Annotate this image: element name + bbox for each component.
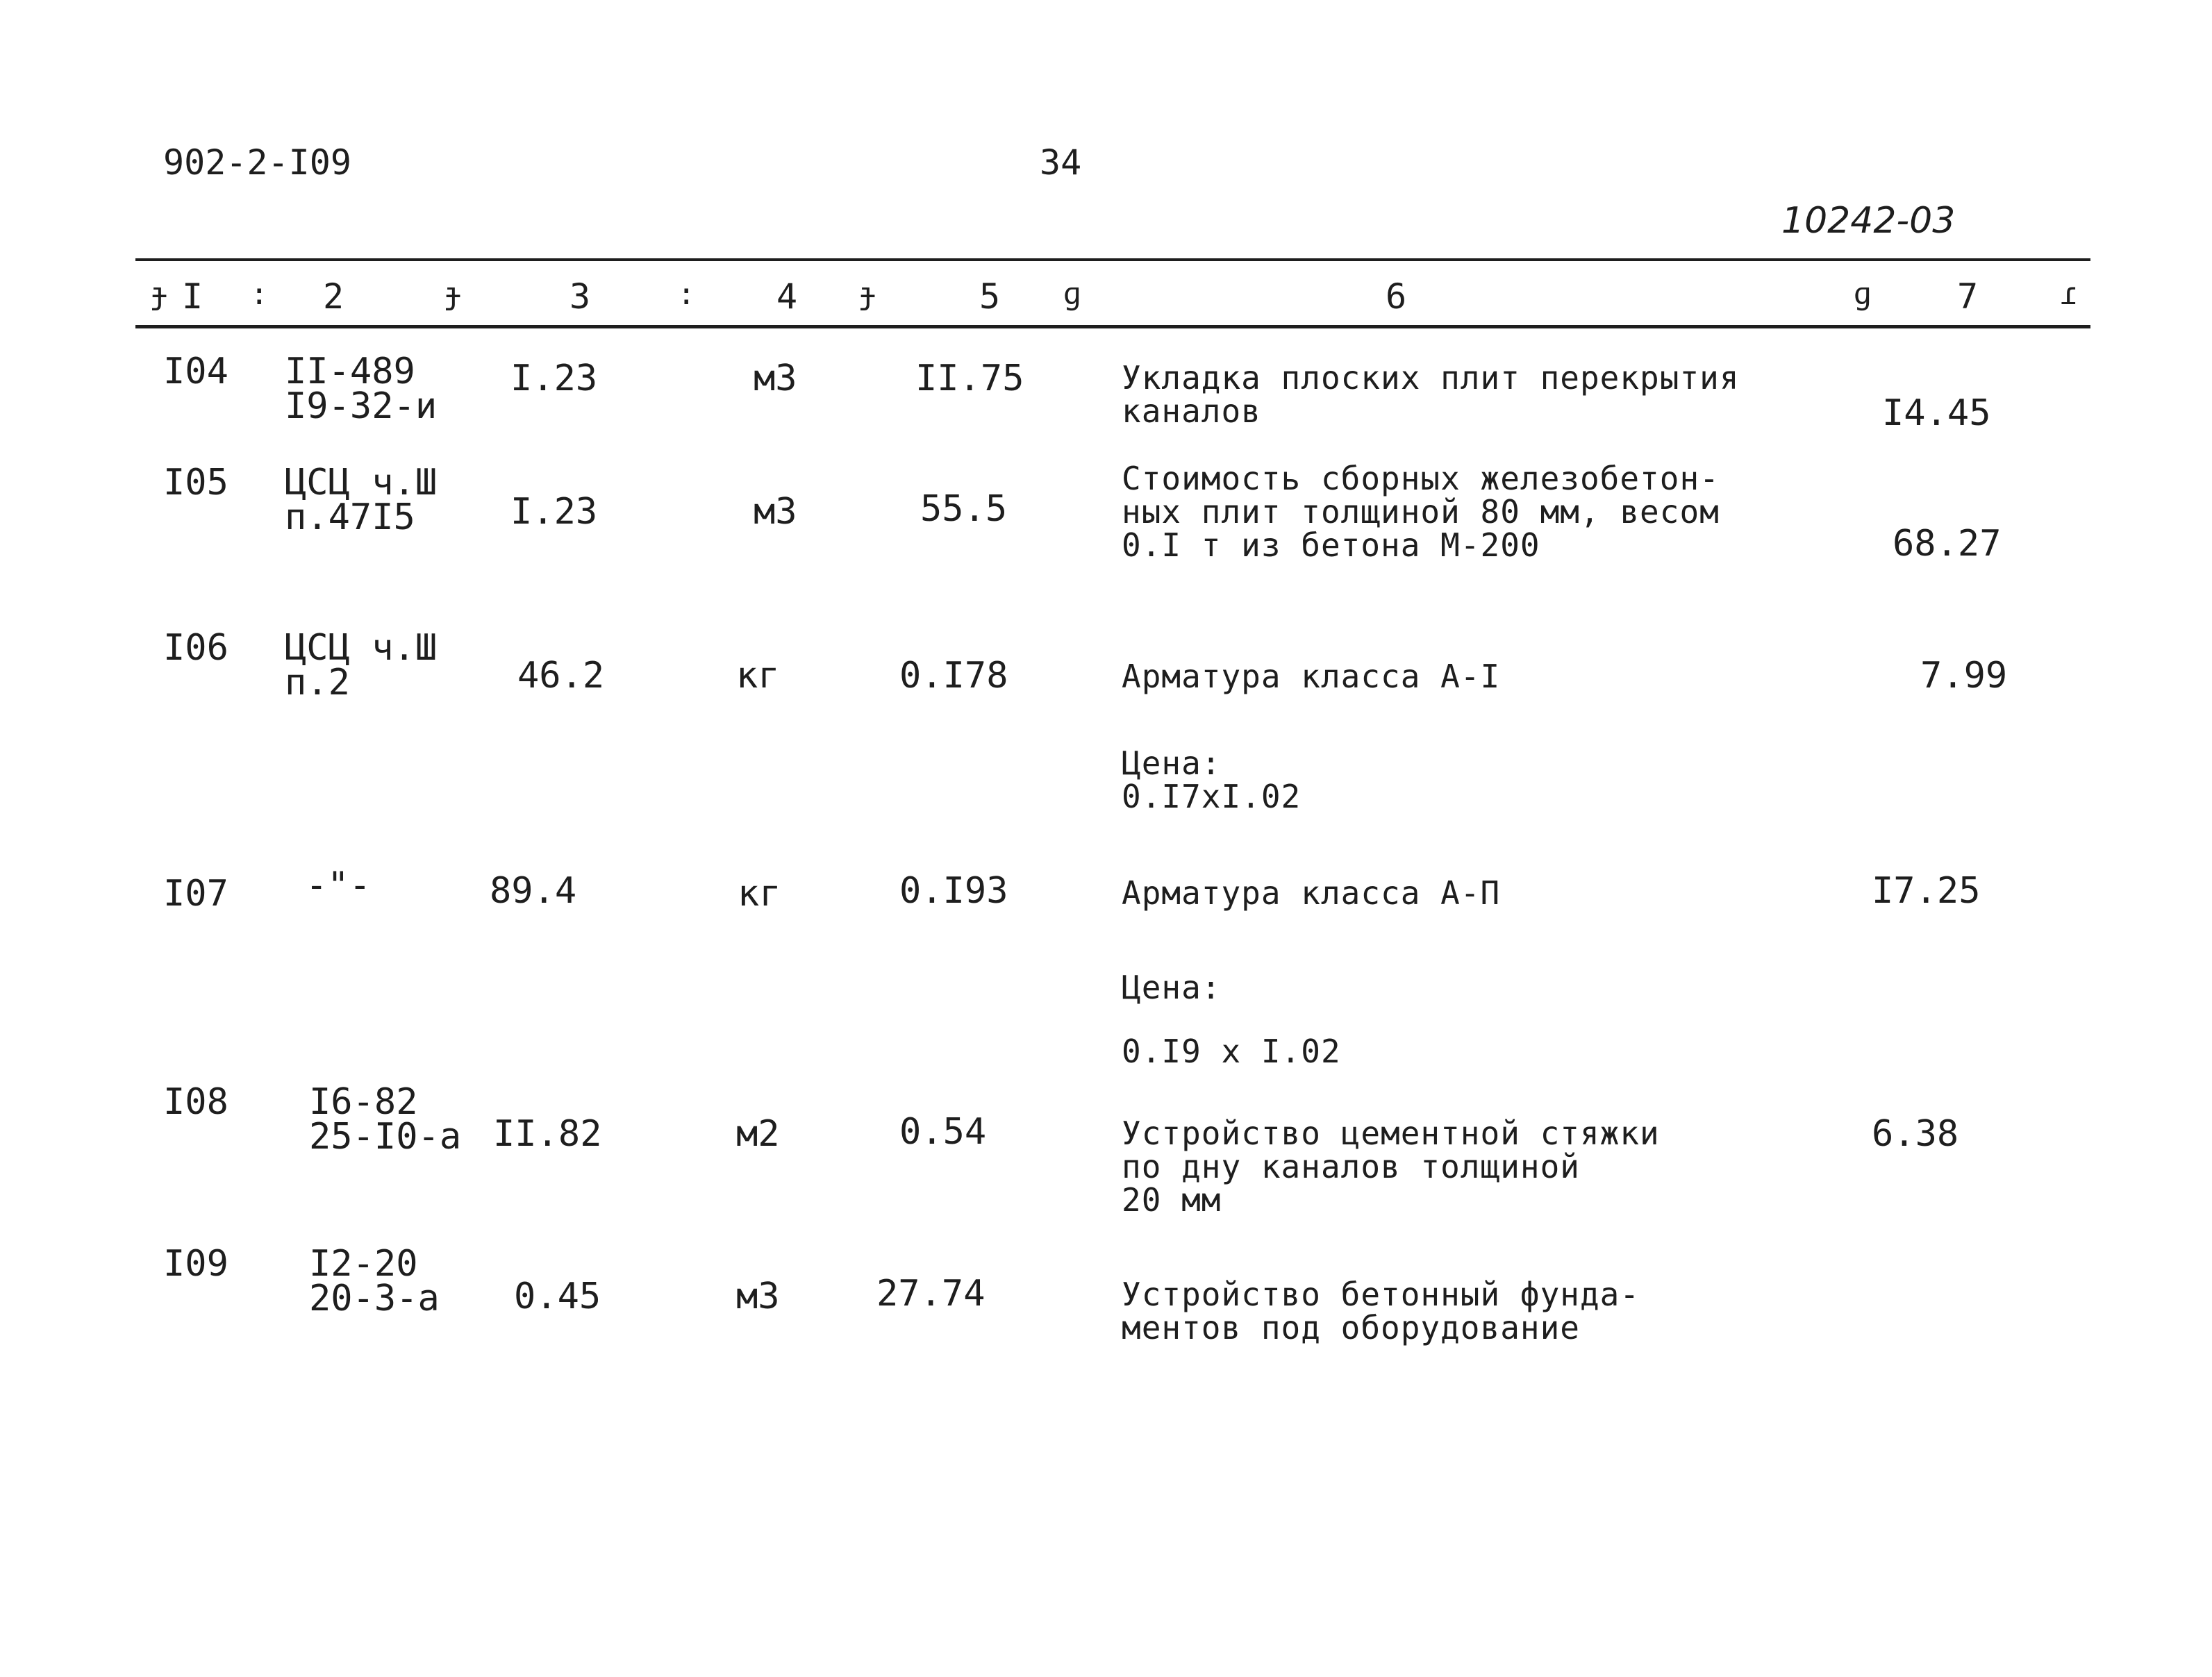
- quantity: 0.45: [514, 1276, 601, 1317]
- column-separator: ɟ: [149, 276, 168, 312]
- column-header-1: I: [182, 276, 203, 317]
- unit: м3: [754, 358, 797, 399]
- column-separator: :: [677, 276, 696, 312]
- rate-code-ditto: -"-: [306, 865, 371, 906]
- document-code: 902-2-I09: [163, 142, 351, 183]
- quantity: I.23: [510, 491, 598, 533]
- work-description: Устройство цементной стяжки по дну каналов толщиной 20 мм: [1122, 1115, 1660, 1219]
- total-cost: I4.45: [1882, 392, 1991, 434]
- unit-price: 27.74: [876, 1273, 986, 1315]
- work-description: Стоимость сборных железобетон- ных плит толщиной 80 мм, весом 0.I т из бетона М-200: [1122, 460, 1720, 564]
- total-cost: I7.25: [1872, 870, 1981, 912]
- unit-price: 0.I93: [899, 870, 1008, 912]
- unit-price: 0.54: [899, 1111, 987, 1153]
- table-top-rule: [135, 258, 2090, 261]
- column-separator: ɡ: [1853, 276, 1872, 312]
- table-header-rule: [135, 325, 2090, 328]
- rate-code: I2-20 20-3-а: [309, 1243, 440, 1319]
- rate-code: II-489 I9-32-и: [285, 351, 438, 427]
- price-note-text: 0.I9 x I.02: [1122, 1033, 1341, 1070]
- row-number: I07: [163, 873, 228, 915]
- rate-code: I6-82 25-I0-а: [309, 1081, 462, 1158]
- row-number: I04: [163, 351, 228, 392]
- column-separator: ɟ: [443, 276, 462, 312]
- work-description: Укладка плоских плит перекрытия каналов: [1122, 359, 1740, 430]
- column-separator: ɾ: [2059, 276, 2078, 312]
- row-number: I06: [163, 627, 228, 669]
- unit: кг: [736, 655, 780, 696]
- column-separator: ɡ: [1063, 276, 1081, 312]
- rate-code: ЦСЦ ч.Ш п.2: [285, 627, 438, 703]
- work-description: Арматура класса А-П: [1122, 874, 1501, 912]
- handwritten-document-number: 10242-03: [1781, 200, 1956, 242]
- column-header-5: 5: [979, 276, 1001, 317]
- unit: кг: [738, 873, 781, 915]
- quantity: 46.2: [517, 655, 605, 696]
- row-number: I05: [163, 462, 228, 503]
- column-separator: ɟ: [858, 276, 876, 312]
- page-number: 34: [1040, 142, 1082, 183]
- total-cost: 7.99: [1920, 655, 2008, 696]
- price-note-label: Цена:: [1122, 969, 1222, 1006]
- quantity: 89.4: [490, 870, 577, 912]
- unit: м3: [754, 491, 797, 533]
- total-cost: 68.27: [1893, 523, 2002, 565]
- column-header-6: 6: [1386, 276, 1407, 317]
- column-header-7: 7: [1957, 276, 1979, 317]
- work-description: Устройство бетонный фунда- ментов под оборудование: [1122, 1276, 1640, 1346]
- rate-code: ЦСЦ ч.Ш п.47I5: [285, 462, 438, 538]
- unit-price: 55.5: [920, 488, 1008, 530]
- unit: м3: [736, 1276, 780, 1317]
- price-note-text: Цена: 0.I7xI.02: [1122, 744, 1302, 815]
- column-header-4: 4: [776, 276, 798, 317]
- row-number: I09: [163, 1243, 228, 1285]
- column-separator: :: [250, 276, 269, 312]
- unit-price: II.75: [915, 358, 1024, 399]
- work-description: Арматура класса А-I: [1122, 658, 1501, 695]
- total-cost: 6.38: [1872, 1113, 1959, 1155]
- column-header-2: 2: [323, 276, 344, 317]
- unit: м2: [736, 1113, 780, 1155]
- quantity: II.82: [493, 1113, 602, 1155]
- quantity: I.23: [510, 358, 598, 399]
- unit-price: 0.I78: [899, 655, 1008, 696]
- row-number: I08: [163, 1081, 228, 1123]
- column-header-3: 3: [569, 276, 591, 317]
